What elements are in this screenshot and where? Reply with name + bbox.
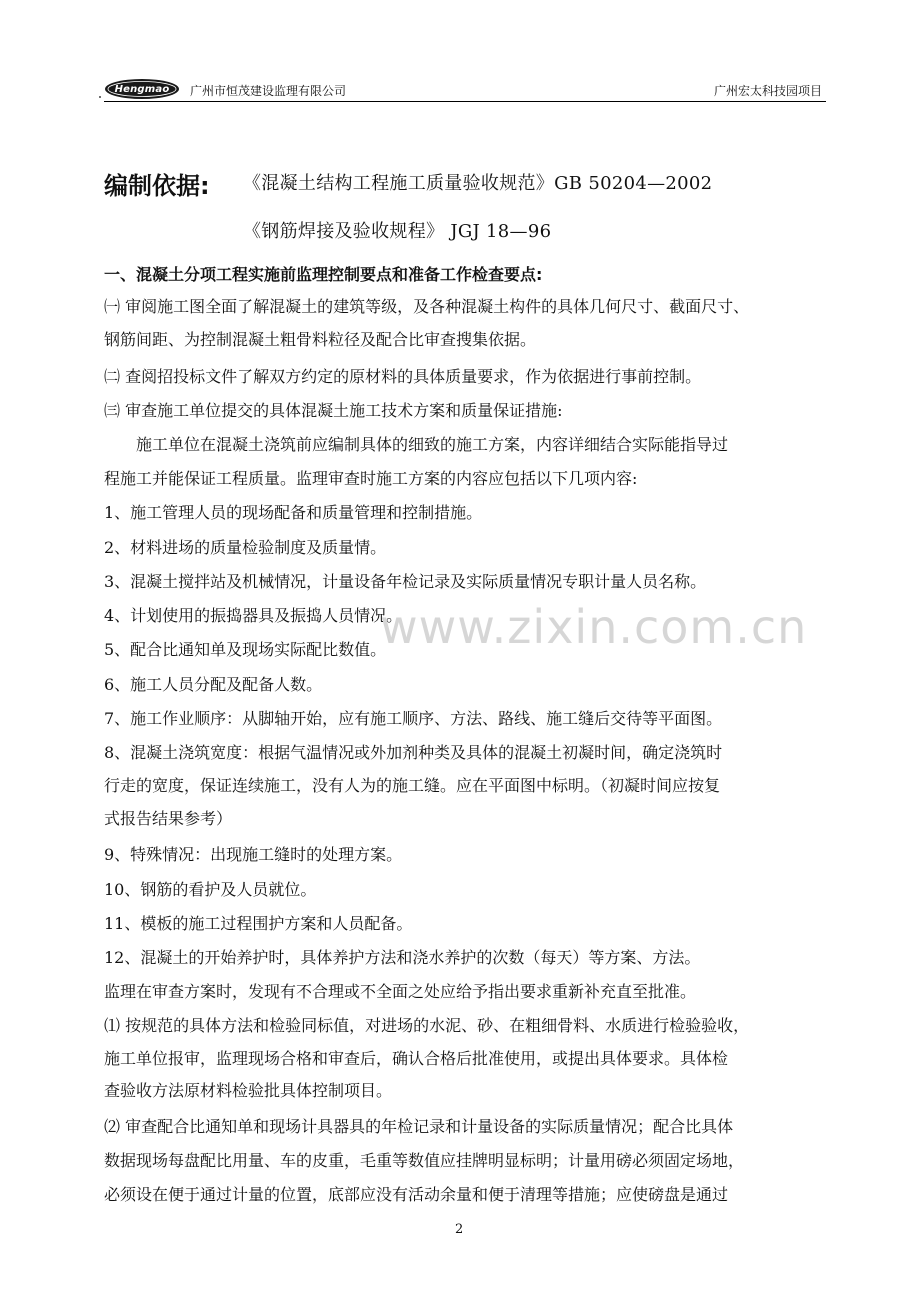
body-line: 5、配合比通知单及现场实际配比数值。 bbox=[104, 640, 387, 659]
body-line: 程施工并能保证工程质量。监理审查时施工方案的内容应包括以下几项内容: bbox=[104, 469, 638, 488]
body-line: 7、施工作业顺序：从脚轴开始，应有施工顺序、方法、路线、施工缝后交待等平面图。 bbox=[104, 709, 723, 728]
body-line: 12、混凝土的开始养护时，具体养护方法和浇水养护的次数（每天）等方案、方法。 bbox=[104, 948, 701, 967]
body-line: ㈢ 审查施工单位提交的具体混凝土施工技术方案和质量保证措施: bbox=[104, 401, 563, 420]
body-line: 2、材料进场的质量检验制度及质量情。 bbox=[104, 538, 387, 557]
body-line: 11、模板的施工过程围护方案和人员配备。 bbox=[104, 914, 413, 933]
body-line: 3、混凝土搅拌站及机械情况，计量设备年检记录及实际质量情况专职计量人员名称。 bbox=[104, 572, 707, 591]
company-name: 广州市恒茂建设监理有限公司 bbox=[190, 84, 347, 98]
body-line: ㈠ 审阅施工图全面了解混凝土的建筑等级，及各种混凝土构件的具体几何尺寸、截面尺寸、 bbox=[104, 297, 750, 316]
project-name: 广州宏太科技园项目 bbox=[713, 84, 822, 98]
body-line: ㈡ 查阅招投标文件了解双方约定的原材料的具体质量要求，作为依据进行事前控制。 bbox=[104, 367, 702, 386]
body-line: 施工单位在混凝土浇筑前应编制具体的细致的施工方案，内容详细结合实际能指导过 bbox=[104, 435, 729, 454]
body-line: 必须设在便于通过计量的位置，底部应没有活动余量和便于清理等措施；应使磅盘是通过 bbox=[104, 1185, 729, 1204]
body-line: 行走的宽度，保证连续施工，没有人为的施工缝。应在平面图中标明。（初凝时间应按复 bbox=[104, 776, 721, 795]
body-line: 9、特殊情况：出现施工缝时的处理方案。 bbox=[104, 845, 403, 864]
body-line: 1、施工管理人员的现场配备和质量管理和控制措施。 bbox=[104, 503, 483, 522]
margin-dot bbox=[99, 96, 101, 98]
section-heading: 一、混凝土分项工程实施前监理控制要点和准备工作检查要点: bbox=[104, 265, 543, 284]
body-line: 6、施工人员分配及配备人数。 bbox=[104, 675, 323, 694]
body-line: 数据现场每盘配比用量、车的皮重，毛重等数值应挂牌明显标明；计量用磅必须固定场地， bbox=[104, 1151, 745, 1170]
watermark: www.zixin.com.cn bbox=[380, 600, 808, 654]
basis-item-2: 《钢筋焊接及验收规程》 JGJ 18—96 bbox=[243, 221, 552, 242]
basis-label: 编制依据: bbox=[104, 172, 210, 200]
basis-item-1: 《混凝土结构工程施工质量验收规范》GB 50204—2002 bbox=[243, 173, 713, 194]
company-logo bbox=[104, 78, 180, 100]
page-header bbox=[104, 78, 826, 100]
body-line: 4、计划使用的振捣器具及振捣人员情况。 bbox=[104, 606, 403, 625]
body-line: 施工单位报审，监理现场合格和审查后，确认合格后批准使用，或提出具体要求。具体检 bbox=[104, 1049, 729, 1068]
body-line: 式报告结果参考） bbox=[104, 809, 233, 828]
body-line: ⑴ 按规范的具体方法和检验同标值，对进场的水泥、砂、在粗细骨料、水质进行检验验收， bbox=[104, 1016, 750, 1035]
body-line: 8、混凝土浇筑宽度：根据气温情况或外加剂种类及具体的混凝土初凝时间，确定浇筑时 bbox=[104, 743, 723, 762]
body-line: 钢筋间距、为控制混凝土粗骨料粒径及配合比审查搜集依据。 bbox=[104, 330, 537, 349]
page-number: 2 bbox=[455, 1222, 464, 1237]
header-divider bbox=[104, 101, 826, 102]
body-line: 监理在审查方案时，发现有不合理或不全面之处应给予指出要求重新补充直至批准。 bbox=[104, 982, 697, 1001]
body-line: ⑵ 审查配合比通知单和现场计具器具的年检记录和计量设备的实际质量情况；配合比具体 bbox=[104, 1117, 734, 1136]
body-line: 查验收方法原材料检验批具体控制项目。 bbox=[104, 1081, 393, 1100]
body-line: 10、钢筋的看护及人员就位。 bbox=[104, 880, 317, 899]
logo-text: Hengmao bbox=[114, 83, 170, 95]
